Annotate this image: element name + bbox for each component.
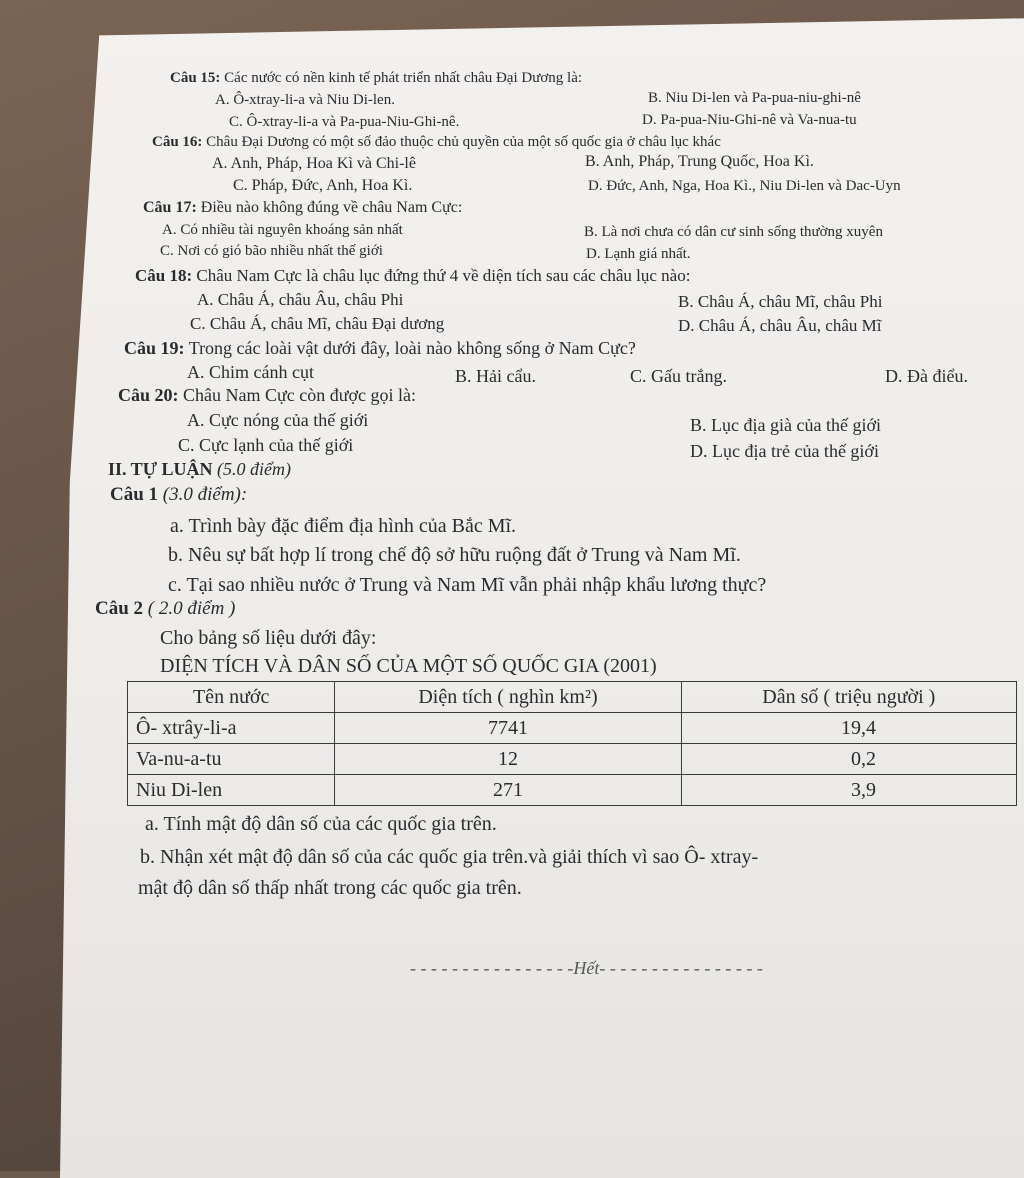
cau2-intro: Cho bảng số liệu dưới đây: — [160, 627, 377, 649]
table-row — [128, 775, 1017, 806]
q18-label: Câu 18: — [135, 266, 193, 285]
cau1-a: a. Trình bày đặc điểm địa hình của Bắc Mĩ. — [170, 515, 517, 537]
q16-option-d: D. Đức, Anh, Nga, Hoa Kì., Niu Di-len và Dac-Uyn — [588, 178, 901, 194]
table-header-row — [128, 682, 1017, 713]
table-cell-population: 3,9 — [681, 775, 1016, 806]
q15-label: Câu 15: — [170, 70, 221, 86]
q19-option-d: D. Đà điểu. — [885, 366, 968, 386]
table-cell-area: 7741 — [335, 713, 681, 744]
cau2-b: b. Nhận xét mật độ dân số của các quốc gia trên.và giải thích vì sao Ô- xtray- — [140, 846, 759, 868]
q17-label: Câu 17: — [143, 199, 197, 216]
q19-option-c: C. Gấu trắng. — [630, 366, 727, 386]
end-dash-left: - - - - - - - - - - - - - - - - — [410, 958, 574, 978]
section-2-heading — [108, 459, 291, 480]
q15-option-c: C. Ô-xtray-li-a và Pa-pua-Niu-Ghi-nê. — [229, 114, 460, 130]
section-2-points: (5.0 điểm) — [217, 459, 292, 479]
table-cell-country: Ô- xtrây-li-a — [128, 713, 335, 744]
table-cell-country: Va-nu-a-tu — [128, 744, 335, 775]
table-row — [128, 713, 1017, 744]
cau1-heading — [110, 484, 247, 506]
table-cell-population: 0,2 — [681, 744, 1016, 775]
q17-option-a: A. Có nhiều tài nguyên khoáng sản nhất — [162, 222, 403, 238]
q18-option-d: D. Châu Á, châu Âu, châu Mĩ — [678, 316, 882, 335]
q16-text: Châu Đại Dương có một số đảo thuộc chủ quyền của một số quốc gia ở châu lục khác — [206, 134, 721, 150]
q20-text: Châu Nam Cực còn được gọi là: — [183, 385, 416, 405]
q19-title — [124, 338, 636, 359]
q19-option-b: B. Hải cẩu. — [455, 366, 536, 386]
q18-option-c: C. Châu Á, châu Mĩ, châu Đại dương — [190, 314, 445, 333]
cau2-label: Câu 2 — [95, 598, 144, 619]
end-text: Hết — [573, 958, 600, 978]
q17-text: Điều nào không đúng về châu Nam Cực: — [200, 199, 463, 216]
cau1-c: c. Tại sao nhiều nước ở Trung và Nam Mĩ vẫn phải nhập khẩu lương thực? — [168, 574, 767, 596]
table-row — [128, 744, 1017, 775]
table-header-population: Dân số ( triệu người ) — [681, 682, 1016, 713]
q20-label: Câu 20: — [118, 385, 179, 405]
cau1-b: b. Nêu sự bất hợp lí trong chế độ sở hữu ruộng đất ở Trung và Nam Mĩ. — [168, 544, 741, 566]
q19-option-a: A. Chim cánh cụt — [187, 362, 314, 382]
cau2-a: a. Tính mật độ dân số của các quốc gia trên. — [145, 813, 497, 835]
q18-title — [135, 266, 690, 286]
data-table — [127, 681, 1017, 806]
table-header-area: Diện tích ( nghìn km²) — [335, 682, 681, 713]
table-header-country: Tên nước — [128, 682, 335, 713]
q17-option-b: B. Là nơi chưa có dân cư sinh sống thường xuyên — [584, 224, 883, 240]
q17-option-c: C. Nơi có gió bão nhiều nhất thế giới — [160, 243, 383, 259]
q17-option-d: D. Lạnh giá nhất. — [586, 246, 691, 262]
q15-option-b: B. Niu Di-len và Pa-pua-niu-ghi-nê — [648, 90, 861, 106]
q15-text: Các nước có nền kinh tế phát triển nhất châu Đại Dương là: — [224, 70, 583, 86]
q19-text: Trong các loài vật dưới đây, loài nào không sống ở Nam Cực? — [188, 338, 636, 358]
q16-option-a: A. Anh, Pháp, Hoa Kì và Chi-lê — [212, 155, 416, 172]
cau1-label: Câu 1 — [110, 484, 159, 505]
cau2-heading — [95, 598, 235, 620]
q20-option-b: B. Lục địa già của thế giới — [690, 415, 881, 435]
end-dash-right: - - - - - - - - - - - - - - - - — [599, 958, 763, 978]
table-cell-population: 19,4 — [681, 713, 1016, 744]
q20-title — [118, 385, 416, 406]
q15-title — [170, 70, 582, 87]
table-cell-area: 12 — [335, 744, 681, 775]
cau2-points: ( 2.0 điểm ) — [147, 598, 236, 619]
q18-option-b: B. Châu Á, châu Mĩ, châu Phi — [678, 292, 883, 311]
q16-option-b: B. Anh, Pháp, Trung Quốc, Hoa Kì. — [585, 153, 814, 170]
q17-title — [143, 199, 462, 217]
q20-option-d: D. Lục địa trẻ của thế giới — [690, 441, 879, 461]
table-cell-country: Niu Di-len — [128, 775, 335, 806]
cau1-points: (3.0 điểm): — [162, 484, 248, 505]
q16-title — [152, 134, 721, 151]
q15-option-d: D. Pa-pua-Niu-Ghi-nê và Va-nua-tu — [642, 112, 857, 128]
cau2-b-continued: mật độ dân số thấp nhất trong các quốc gia trên. — [138, 877, 522, 899]
q18-option-a: A. Châu Á, châu Âu, châu Phi — [197, 290, 404, 309]
table-cell-area: 271 — [335, 775, 681, 806]
q15-option-a: A. Ô-xtray-li-a và Niu Di-len. — [215, 92, 395, 108]
q16-label: Câu 16: — [152, 134, 203, 150]
q19-label: Câu 19: — [124, 338, 185, 358]
q18-text: Châu Nam Cực là châu lục đứng thứ 4 về diện tích sau các châu lục nào: — [196, 266, 691, 285]
q20-option-a: A. Cực nóng của thế giới — [187, 410, 369, 430]
q20-option-c: C. Cực lạnh của thế giới — [178, 435, 354, 455]
section-2-title: II. TỰ LUẬN — [108, 459, 213, 479]
end-marker — [410, 958, 763, 979]
q16-option-c: C. Pháp, Đức, Anh, Hoa Kì. — [233, 177, 413, 194]
cau2-table-title: DIỆN TÍCH VÀ DÂN SỐ CỦA MỘT SỐ QUỐC GIA (2001) — [160, 655, 657, 677]
